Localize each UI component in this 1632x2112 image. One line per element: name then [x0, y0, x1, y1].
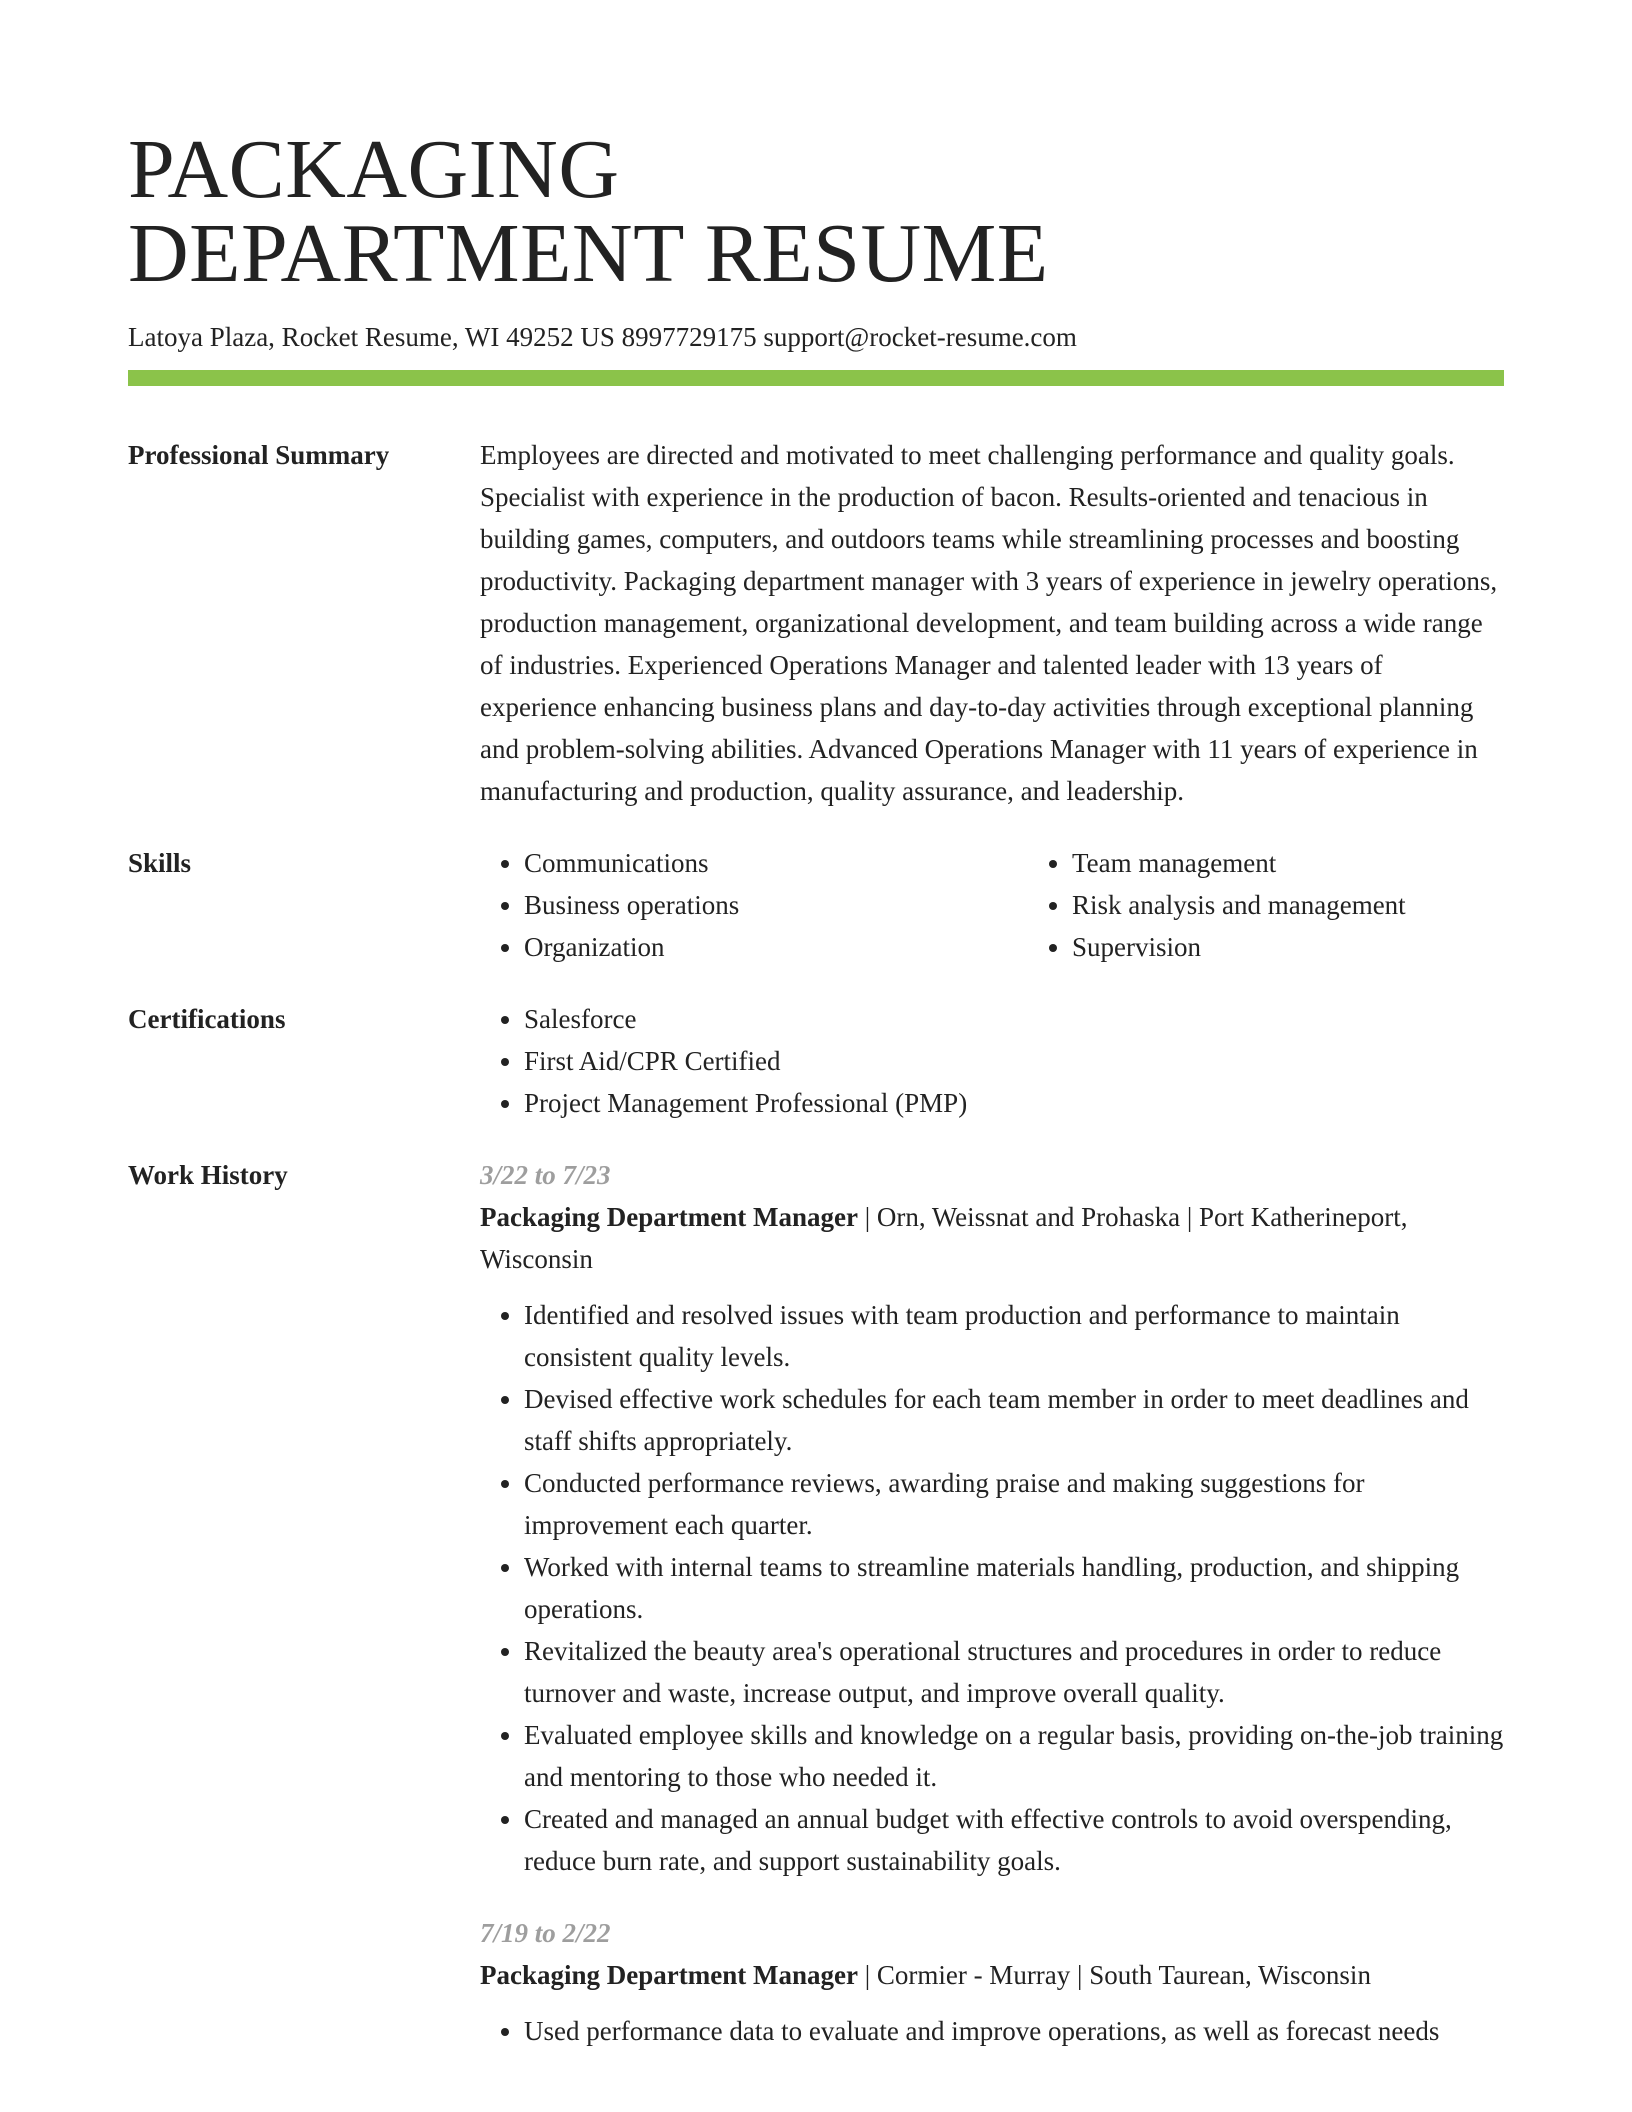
job-entry — [480, 1154, 1504, 1882]
resume-page — [128, 0, 1504, 2082]
job-company-location: | Cormier - Murray | South Taurean, Wisconsin — [857, 1960, 1371, 1990]
skill-item: • Business operations — [524, 884, 1028, 926]
work-history-section — [128, 1154, 1504, 2082]
job-bullet: • Conducted performance reviews, awarding praise and making suggestions for improvement each quarter. — [524, 1462, 1504, 1546]
job-dates: 3/22 to 7/23 — [480, 1160, 611, 1190]
skill-item: • Team management — [1072, 842, 1576, 884]
job-bullet: • Worked with internal teams to streamline materials handling, production, and shipping operations. — [524, 1546, 1504, 1630]
job-heading — [480, 1954, 1504, 1996]
job-entry — [480, 1912, 1504, 2052]
title-line-1: PACKAGING — [128, 123, 620, 216]
certification-item: • Project Management Professional (PMP) — [524, 1082, 1504, 1124]
certification-item: • First Aid/CPR Certified — [524, 1040, 1504, 1082]
work-history-label: Work History — [128, 1160, 288, 1190]
job-bullet: • Created and managed an annual budget with effective controls to avoid overspending, reduce burn rate, and support sustainability goals. — [524, 1798, 1504, 1882]
title-line-2: DEPARTMENT RESUME — [128, 207, 1049, 300]
accent-divider — [128, 370, 1504, 386]
skills-section — [128, 842, 1504, 968]
skill-item: • Supervision — [1072, 926, 1576, 968]
job-bullet: • Used performance data to evaluate and improve operations, as well as forecast needs — [524, 2010, 1504, 2052]
skill-item: • Communications — [524, 842, 1028, 884]
job-bullet: • Evaluated employee skills and knowledge on a regular basis, providing on-the-job training and mentoring to those who needed it. — [524, 1714, 1504, 1798]
skills-list-col-2 — [1028, 842, 1576, 968]
certifications-section — [128, 998, 1504, 1124]
summary-label: Professional Summary — [128, 440, 390, 470]
certifications-list — [480, 998, 1504, 1124]
job-bullets — [480, 2010, 1504, 2052]
skill-item: • Organization — [524, 926, 1028, 968]
summary-section — [128, 434, 1504, 812]
resume-title — [128, 0, 1504, 300]
certifications-label: Certifications — [128, 1004, 286, 1034]
summary-text: Employees are directed and motivated to meet challenging performance and quality goals. Specialist with experience in the production of bacon. Results-oriented and tenacious in building games, computers, and outdoors teams while streamlining processes and boosting productivity. Packaging department manager with 3 years of experience in jewelry operations, production management, organizational development, and team building across a wide range of industries. Experienced Operations Manager and talented leader with 13 years of experience enhancing business plans and day-to-day activities through exceptional planning and problem-solving abilities. Advanced Operations Manager with 11 years of experience in manufacturing and production, quality assurance, and leadership. — [480, 440, 1498, 806]
certification-item: • Salesforce — [524, 998, 1504, 1040]
job-title: Packaging Department Manager — [480, 1960, 858, 1990]
job-heading — [480, 1196, 1504, 1280]
job-bullet: • Devised effective work schedules for each team member in order to meet deadlines and staff shifts appropriately. — [524, 1378, 1504, 1462]
job-company-location: | Orn, Weissnat and Prohaska | Port Katherineport, Wisconsin — [480, 1202, 1408, 1274]
skill-item: • Risk analysis and management — [1072, 884, 1576, 926]
job-bullet: • Identified and resolved issues with team production and performance to maintain consistent quality levels. — [524, 1294, 1504, 1378]
job-dates: 7/19 to 2/22 — [480, 1918, 611, 1948]
skills-list-col-1 — [480, 842, 1028, 968]
job-bullet: • Revitalized the beauty area's operational structures and procedures in order to reduce turnover and waste, increase output, and improve overall quality. — [524, 1630, 1504, 1714]
skills-label: Skills — [128, 848, 192, 878]
job-title: Packaging Department Manager — [480, 1202, 858, 1232]
job-bullets — [480, 1294, 1504, 1882]
contact-info: Latoya Plaza, Rocket Resume, WI 49252 US 8997729175 support@rocket-resume.com — [128, 322, 1077, 352]
